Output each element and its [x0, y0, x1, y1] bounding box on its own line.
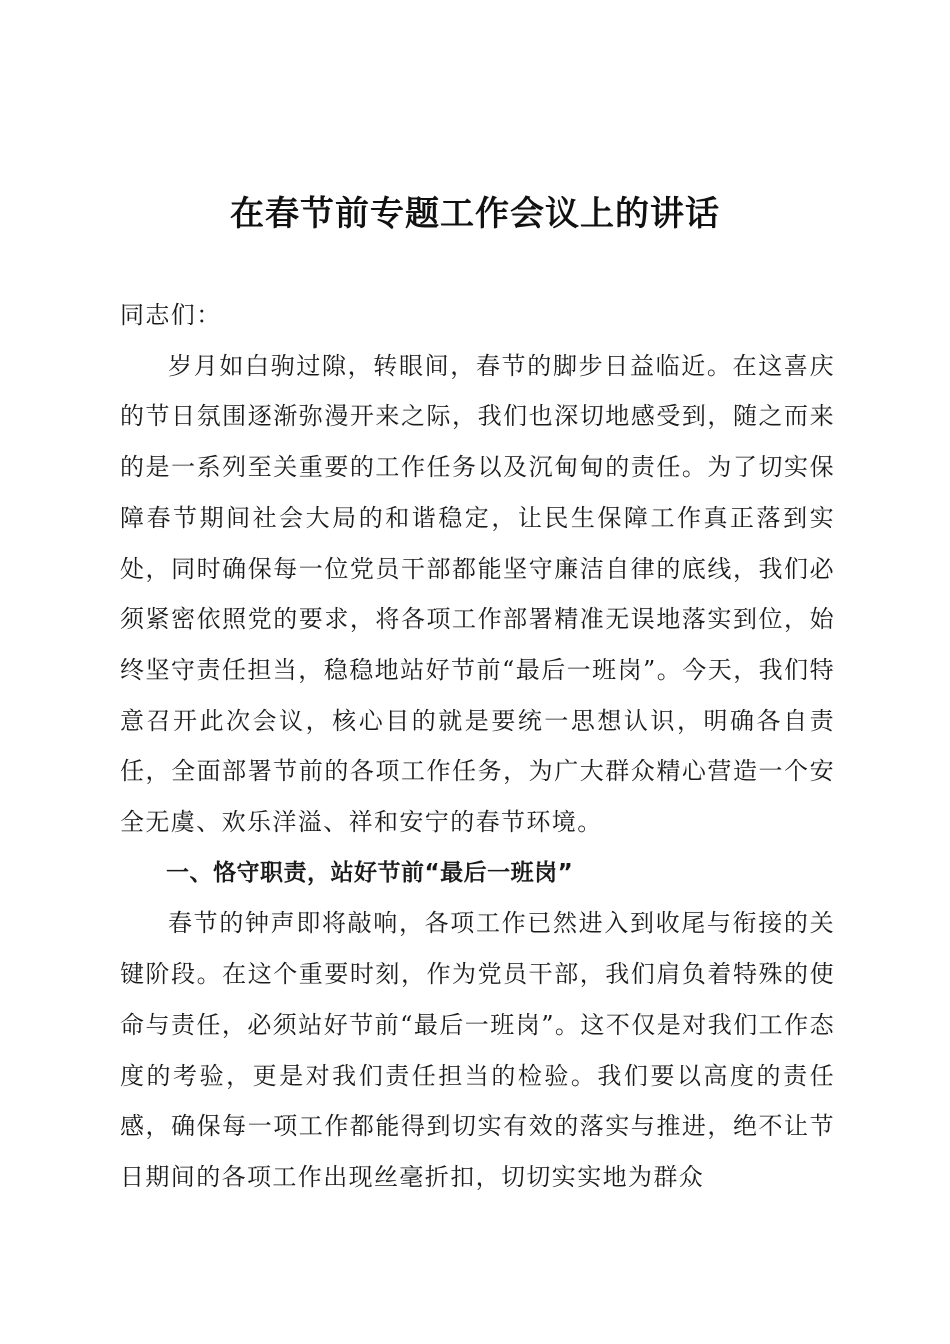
section-heading-1: 一、恪守职责，站好节前“最后一班岗”	[166, 859, 574, 886]
section-1-paragraph: 春节的钟声即将敲响，各项工作已然进入到收尾与衔接的关键阶段。在这个重要时刻，作为党员干部，我们肩负着特殊的使命与责任，必须站好节前“最后一班岗”。这不仅是对我们工作态度的考验，更是对我们责任担当的检验。我们要以高度的责任感，确保每一项工作都能得到切实有效的落实与推进，绝不让节日期间的各项工作出现丝毫折扣，切切实实地为群众	[120, 909, 835, 1191]
intro-paragraph: 岁月如白驹过隙，转眼间，春节的脚步日益临近。在这喜庆的节日氛围逐渐弥漫开来之际，我们也深切地感受到，随之而来的是一系列至关重要的工作任务以及沉甸甸的责任。为了切实保障春节期间社会大局的和谐稳定，让民生保障工作真正落到实处，同时确保每一位党员干部都能坚守廉洁自律的底线，我们必须紧密依照党的要求，将各项工作部署精准无误地落实到位，始终坚守责任担当，稳稳地站好节前“最后一班岗”。今天，我们特意召开此次会议，核心目的就是要统一思想认识，明确各自责任，全面部署节前的各项工作任务，为广大群众精心营造一个安全无虞、欢乐洋溢、祥和安宁的春节环境。	[120, 351, 835, 837]
salutation: 同志们：	[120, 301, 222, 329]
document-title: 在春节前专题工作会议上的讲话	[230, 194, 720, 234]
document-body	[120, 290, 835, 1203]
